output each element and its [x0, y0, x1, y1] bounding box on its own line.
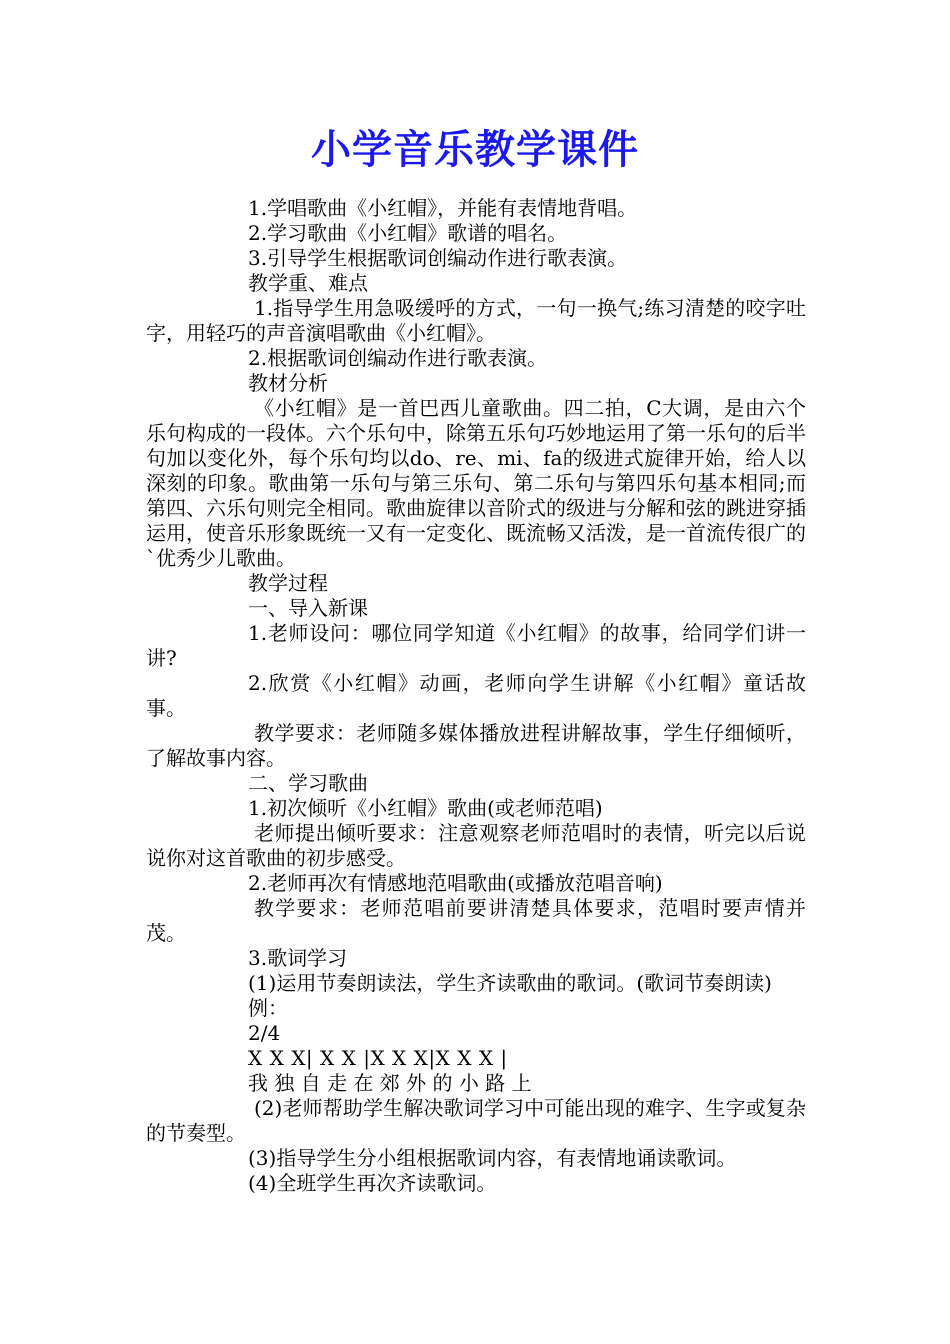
- paragraph: 教学要求：老师随多媒体播放进程讲解故事，学生仔细倾听，了解故事内容。: [146, 721, 806, 770]
- paragraph: 3.歌词学习: [248, 946, 348, 970]
- paragraph: 2.老师再次有情感地范唱歌曲(或播放范唱音响): [248, 871, 663, 895]
- paragraph: (1)运用节奏朗读法，学生齐读歌曲的歌词。(歌词节奏朗读): [248, 971, 772, 995]
- section-heading: 教学重、难点: [248, 271, 368, 295]
- paragraph: (2)老师帮助学生解决歌词学习中可能出现的难字、生字或复杂的节奏型。: [146, 1096, 806, 1145]
- subsection-heading: 二、学习歌曲: [248, 771, 368, 795]
- paragraph: 《小红帽》是一首巴西儿童歌曲。四二拍，C大调，是由六个乐句构成的一段体。六个乐句中，除第五乐句巧妙地运用了第一乐句的后半句加以变化外，每个乐句均以do、re、mi、fa的级进式旋律开始，给人以深刻的印象。歌曲第一乐句与第三乐句、第二乐句与第四乐句基本相同;而第四、六乐句则完全相同。歌曲旋律以音阶式的级进与分解和弦的跳进穿插运用，使音乐形象既统一又有一定变化、既流畅又活泼，是一首流传很广的`优秀少儿歌曲。: [146, 396, 806, 570]
- paragraph: 2.欣赏《小红帽》动画，老师向学生讲解《小红帽》童话故事。: [146, 671, 806, 720]
- paragraph: 教学要求：老师范唱前要讲清楚具体要求，范唱时要声情并茂。: [146, 896, 806, 945]
- paragraph: (4)全班学生再次齐读歌词。: [248, 1171, 497, 1195]
- paragraph: 1.初次倾听《小红帽》歌曲(或老师范唱): [248, 796, 603, 820]
- rhythm-notation: X X X| X X |X X X|X X X |: [248, 1046, 508, 1070]
- paragraph: 1.学唱歌曲《小红帽》，并能有表情地背唱。: [248, 196, 638, 220]
- lyrics-line: 我 独 自 走 在 郊 外 的 小 路 上: [248, 1071, 532, 1095]
- section-heading: 教材分析: [248, 371, 328, 395]
- paragraph: (3)指导学生分小组根据歌词内容，有表情地诵读歌词。: [248, 1146, 737, 1170]
- paragraph: 例：: [248, 996, 288, 1020]
- subsection-heading: 一、导入新课: [248, 596, 368, 620]
- paragraph: 2.根据歌词创编动作进行歌表演。: [248, 346, 548, 370]
- section-heading: 教学过程: [248, 571, 328, 595]
- paragraph: 3.引导学生根据歌词创编动作进行歌表演。: [248, 246, 628, 270]
- document-body: [146, 196, 806, 1196]
- paragraph: 1.老师设问：哪位同学知道《小红帽》的故事，给同学们讲一讲?: [146, 621, 806, 670]
- time-signature: 2/4: [248, 1021, 281, 1045]
- paragraph: 2.学习歌曲《小红帽》歌谱的唱名。: [248, 221, 568, 245]
- document-title: 小学音乐教学课件: [311, 126, 639, 173]
- paragraph: 1.指导学生用急吸缓呼的方式，一句一换气;练习清楚的咬字吐字，用轻巧的声音演唱歌曲《小红帽》。: [146, 296, 806, 345]
- paragraph: 老师提出倾听要求：注意观察老师范唱时的表情，听完以后说说你对这首歌曲的初步感受。: [146, 821, 806, 870]
